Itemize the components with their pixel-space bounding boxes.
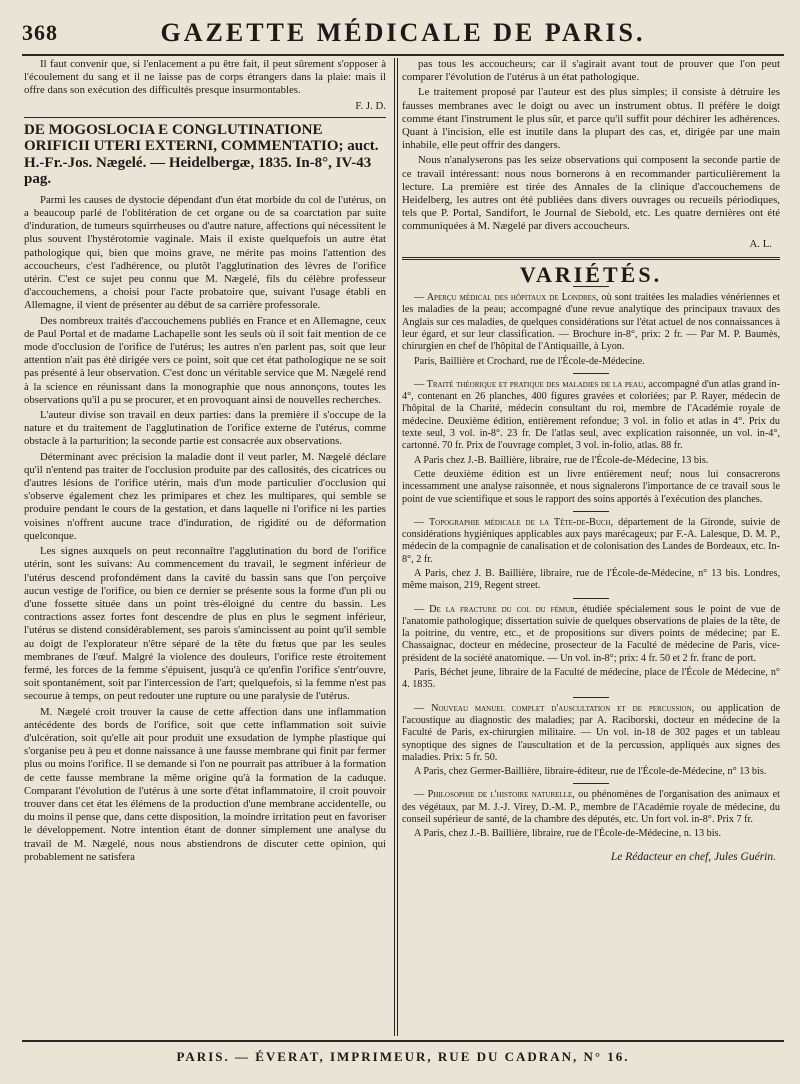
entry-publisher: Paris, Béchet jeune, libraire de la Faculté de médecine, place de l'École de Médecine, n° 4. 1835. [402,667,780,691]
bibliography-entry [402,517,780,566]
entry-publisher: A Paris, chez Germer-Baillière, libraire-éditeur, rue de l'École-de-Médecine, n° 13 bis. [414,766,767,778]
section-rule [24,117,386,118]
article-paragraph: Nous n'analyserons pas les seize observations qui composent la seconde partie de ce travail intéressant: nous nous bornerons à en recommander particulièrement la lecture. La première est tirée des Annales de la clinique d'accouchemens de Heidelberg, les autres ont été publiées dans divers ouvrages ou recueils périodiques, tels que P. Portal, Sandifort, le Journal de Siebold, etc. Les quatre dernières ont été communiquées à M. Nægelé par divers accoucheurs. [402,154,780,233]
page-footer [22,1040,784,1070]
entry-text: département de la Gironde, suivie de considérations hygiéniques applicables aux pays marécageux; par F.-A. Lalesque, D. M. P., médecin de la compagnie de canalisation et de colonisation des Landes de Bordeaux, etc. In-8°, 2 fr. [402,516,780,565]
printer-imprint: PARIS. — ÉVERAT, IMPRIMEUR, RUE DU CADRAN, N° 16. [176,1049,630,1064]
short-rule [573,783,609,784]
entry-title: — Aperçu médical des hôpitaux de Londres, [414,292,599,304]
entry-text: étudiée spécialement sous le point de vue de l'anatomie pathologique; dissertation suivie de quelques observations de plaies de la tête, de la poitrine, du ventre, etc., et de propositions sur divers points de médecine; par E. Chassaignac, docteur en médecine, prosecteur de la Faculté de médecine de Paris, vice-président de la société anatomique. — Un vol. in-8°; prix: 4 fr. 50 et 2 fr. franc de port. [402,603,780,664]
article-paragraph: Déterminant avec précision la maladie dont il veut parler, M. Nægelé déclare qu'il n'entend pas traiter de l'occlusion produite par des callosités, des cicatrices ou d'autres lésions de l'orifice utérin, mais d'un mode particulier d'occlusion qui s'observe également chez les primipares et chez les multipares, qui semble se produire pendant le cours de la gestation, et dans laquelle ni l'orifice ni les parties voisines n'offrent aucune trace d'induration, de rigidité ou de déformation quelconque. [24,450,386,542]
entry-note: Cette deuxième édition est un livre entièrement neuf; nous lui consacrerons incessamment une analyse raisonnée, et nous signalerons l'importance de ce travail sous le point de vue scientifique et sous le rapport des soins apportés à l'exécution des planches. [402,468,780,505]
bibliography-entry [402,379,780,453]
review-signature: A. L. [749,237,772,250]
article-paragraph: Parmi les causes de dystocie dépendant d'un état morbide du col de l'utérus, on a beaucoup parlé de l'oblitération de cet organe ou de sa coarctation par suite d'induration, de tumeurs squirrheuses ou d'autre nature, affections qui nécessitent le plus souvent l'hystérotomie vaginale. Mais il existe quelquefois un autre état pathologique qui, bien que moins grave, ne mérite pas moins l'attention des accoucheurs, c'est l'adhérence, ou plutôt l'agglutination des lèvres de l'orifice utérin. C'est ce sujet peu connu que M. Nægelé, fils du célèbre professeur d'accouchemens, a choisi pour l'acte probatoire que, suivant l'usage établi en Allemagne, il vient de présenter au début de sa carrière professorale. [24,193,386,312]
editor-signature: Le Rédacteur en chef, Jules Guérin. [610,850,776,863]
entry-text: ou application de l'acoustique au diagnostic des maladies; par A. Raciborski, docteur en médecine de la Faculté de Paris, ex-chirurgien militaire. — Un vol. in-18 de 302 pages et un tableau synoptique des signes de l'auscultation et de la percussion, appliqués aux signes des maladies. Prix: 5 fr. 50. [402,702,780,763]
entry-title: — De la fracture du col du fémur, [414,603,578,615]
entry-title: — Traité théorique et pratique des maladies de la peau, [414,378,646,390]
section-rule [402,257,780,260]
intro-paragraph: Il faut convenir que, si l'enlacement a pu être fait, il peut sûrement s'opposer à l'écoulement du sang et il ne laisse pas de corps étrangers dans la plaie: mais il offre dans son exécution des difficultés presque insurmontables. [24,58,386,97]
entry-publisher: A Paris, chez J.-B. Baillière, libraire, rue de l'École-de-Médecine, n. 13 bis. [414,828,722,840]
left-column [24,58,386,1036]
article-paragraph: Le traitement proposé par l'auteur est des plus simples; il consiste à détruire les fausses membranes avec le doigt ou avec un instrument obtus. Il préfère le doigt comme étant l'instrument le plus sûr, et parce qu'il suffit pour déchirer les adhérences. Quant à l'incision, elle est inutile dans la plupart des cas, et, dirigée par une main inhabile, elle peut offrir des dangers. [402,86,780,152]
page-number: 368 [22,20,58,45]
page-header [22,14,784,56]
entry-publisher: Paris, Baillière et Crochard, rue de l'École-de-Médecine. [414,355,645,367]
column-divider [394,58,395,1036]
short-rule [573,598,609,599]
column-divider [397,58,398,1036]
entry-text: où sont traitées les maladies vénériennes et les maladies de la peau; accompagné d'une revue analytique des principaux travaux des Anglais sur ces maladies, de quelques considérations sur l'état actuel de nos connaissances à leur égard, et sur leur classification. — Brochure in-8°, prix: 2 fr. — Par M. P. Baumès, chirurgien en chef de l'hôpital de l'Antiquaille, à Lyon. [402,292,780,353]
short-rule [573,511,609,512]
bibliography-entry [402,703,780,764]
entry-publisher: A Paris chez J.-B. Baillière, libraire, rue de l'École-de-Médecine, 13 bis. [414,454,709,466]
short-rule [573,373,609,374]
bibliography-entry [402,292,780,353]
article-paragraph: Des nombreux traités d'accouchemens publiés en France et en Allemagne, ceux de Paul Portal et de madame Lachapelle sont les seuls où il soit fait mention de ce mode d'occlusion de l'orifice de l'utérus; les autres n'en parlent pas, soit que leur attention n'ait pas été dirigée vers ce point, soit que cet état pathologique ne se soit pas présenté à leur observation. C'est donc un véritable service que M. Nægelé rend à la science en réunissant dans la monographie que nous annonçons, toutes les observations qu'il a pu se procurer, et en provoquant ainsi de nouvelles recherches. [24,314,386,406]
journal-title: GAZETTE MÉDICALE DE PARIS. [160,18,646,47]
article-paragraph: Les signes auxquels on peut reconnaître l'agglutination du bord de l'orifice utérin, sont les suivans: Au commencement du travail, le segment inférieur de l'utérus descend profondément dans la cavité du bassin sans que l'on perçoive aucun vestige de l'orifice, ou bien ce dernier se présente sous la forme d'un pli ou d'une fossette située dans un point très-éloigné du centre du bassin. Les contractions assez fortes font descendre de plus en plus le segment inférieur, l'utérus se distend considérablement, ses parois s'amincissent au point qu'il semble au doigt de l'explorateur n'être séparé de la tête du fœtus que par les seules membranes de l'œuf. Malgré la violence des douleurs, l'orifice reste étroitement fermé, les forces de la femme s'épuisent, jusqu'à ce qu'enfin l'orifice s'entr'ouvre, soit spontanément, soit par l'intercession de l'art; quelquefois, si la femme n'est pas secourue à temps, on peut redouter une rupture ou une paralysie de l'utérus. [24,545,386,703]
intro-signature: F. J. D. [355,99,386,112]
varietes-heading: VARIÉTÉS. [519,261,663,287]
entry-text: accompagné d'un atlas grand in-4°, contenant en 26 planches, 400 figures gravées et coloriées; par P. Rayer, médecin de l'hôpital de la Charité, médecin consultant du roi, membre de l'Académie royale de médecine. Deuxième édition, entièrement refondue; 3 vol. in folio et atlas in 4°. Prix du texte seul, 3 vol. in-8°. 23 fr. De l'atlas seul, avec explication raisonnée, un vol. in-4°, cartonné. 70 fr. Prix de l'ouvrage complet, 3 vol. in-folio, atlas. 88 fr. [402,378,780,452]
bibliography-entry [402,604,780,665]
article-paragraph: M. Nægelé croit trouver la cause de cette affection dans une inflammation antécédente des bords de l'orifice, soit que cette inflammation soit suivie d'ulcération, soit qu'elle ait pour produit une exsudation de lymphe plastique qui s'organise peu à peu et donne naissance à une fausse membrane qui finit par fermer plus ou moins l'orifice. Il se demande si l'on ne pourrait pas attribuer à la formation de cette fausse membrane la même origine qu'à la formation de la caduque. Comparant l'évolution de l'utérus à une sorte d'état inflammatoire, il croit pouvoir trouver dans cet état les élémens de la production d'une membrane accidentelle, ou du moins il pense que, dans cette disposition, la moindre irritation peut en favoriser le développement. Notre intention étant de donner simplement une analyse du travail de M. Nægelé, nous nous abstiendrons de discuter cette opinion, qui probablement ne satisfera [24,705,386,863]
article-paragraph: L'auteur divise son travail en deux parties: dans la première il s'occupe de la nature et du traitement de l'agglutination de l'orifice externe de l'utérus, comme obstacle à la parturition; la seconde partie est consacrée aux observations. [24,409,386,448]
entry-text: ou phénomènes de l'organisation des animaux et des végétaux, par M. J.-J. Virey, D.-M. P., membre de l'Académie royale de médecine, du conseil supérieur de santé, de la chambre des députés, etc. Un fort vol. in-8°. Prix 7 fr. [402,789,780,826]
entry-title: — Philosophie de l'histoire naturelle, [414,789,575,801]
article-paragraph: pas tous les accoucheurs; car il s'agirait avant tout de prouver que l'on peut comparer l'évolution de l'utérus à un état pathologique. [402,58,780,84]
book-review-title: DE MOGOSLOCIA E CONGLUTINATIONE ORIFICII UTERI EXTERNI, COMMENTATIO; auct. H.-Fr.-Jos. Nægelé. — Heidelbergæ, 1835. In-8°, IV-43 pag. [24,121,379,188]
entry-title: — Topographie médicale de la Tête-de-Buch, [414,516,614,528]
entry-publisher: A Paris, chez J. B. Baillière, libraire, rue de l'École-de-Médecine, n° 13 bis. Londres, même maison, 219, Regent street. [402,567,780,592]
bibliography-entry [402,789,780,826]
short-rule [573,697,609,698]
right-column [402,58,780,1036]
entry-title: — Nouveau manuel complet d'auscultation et de percussion, [414,702,695,714]
